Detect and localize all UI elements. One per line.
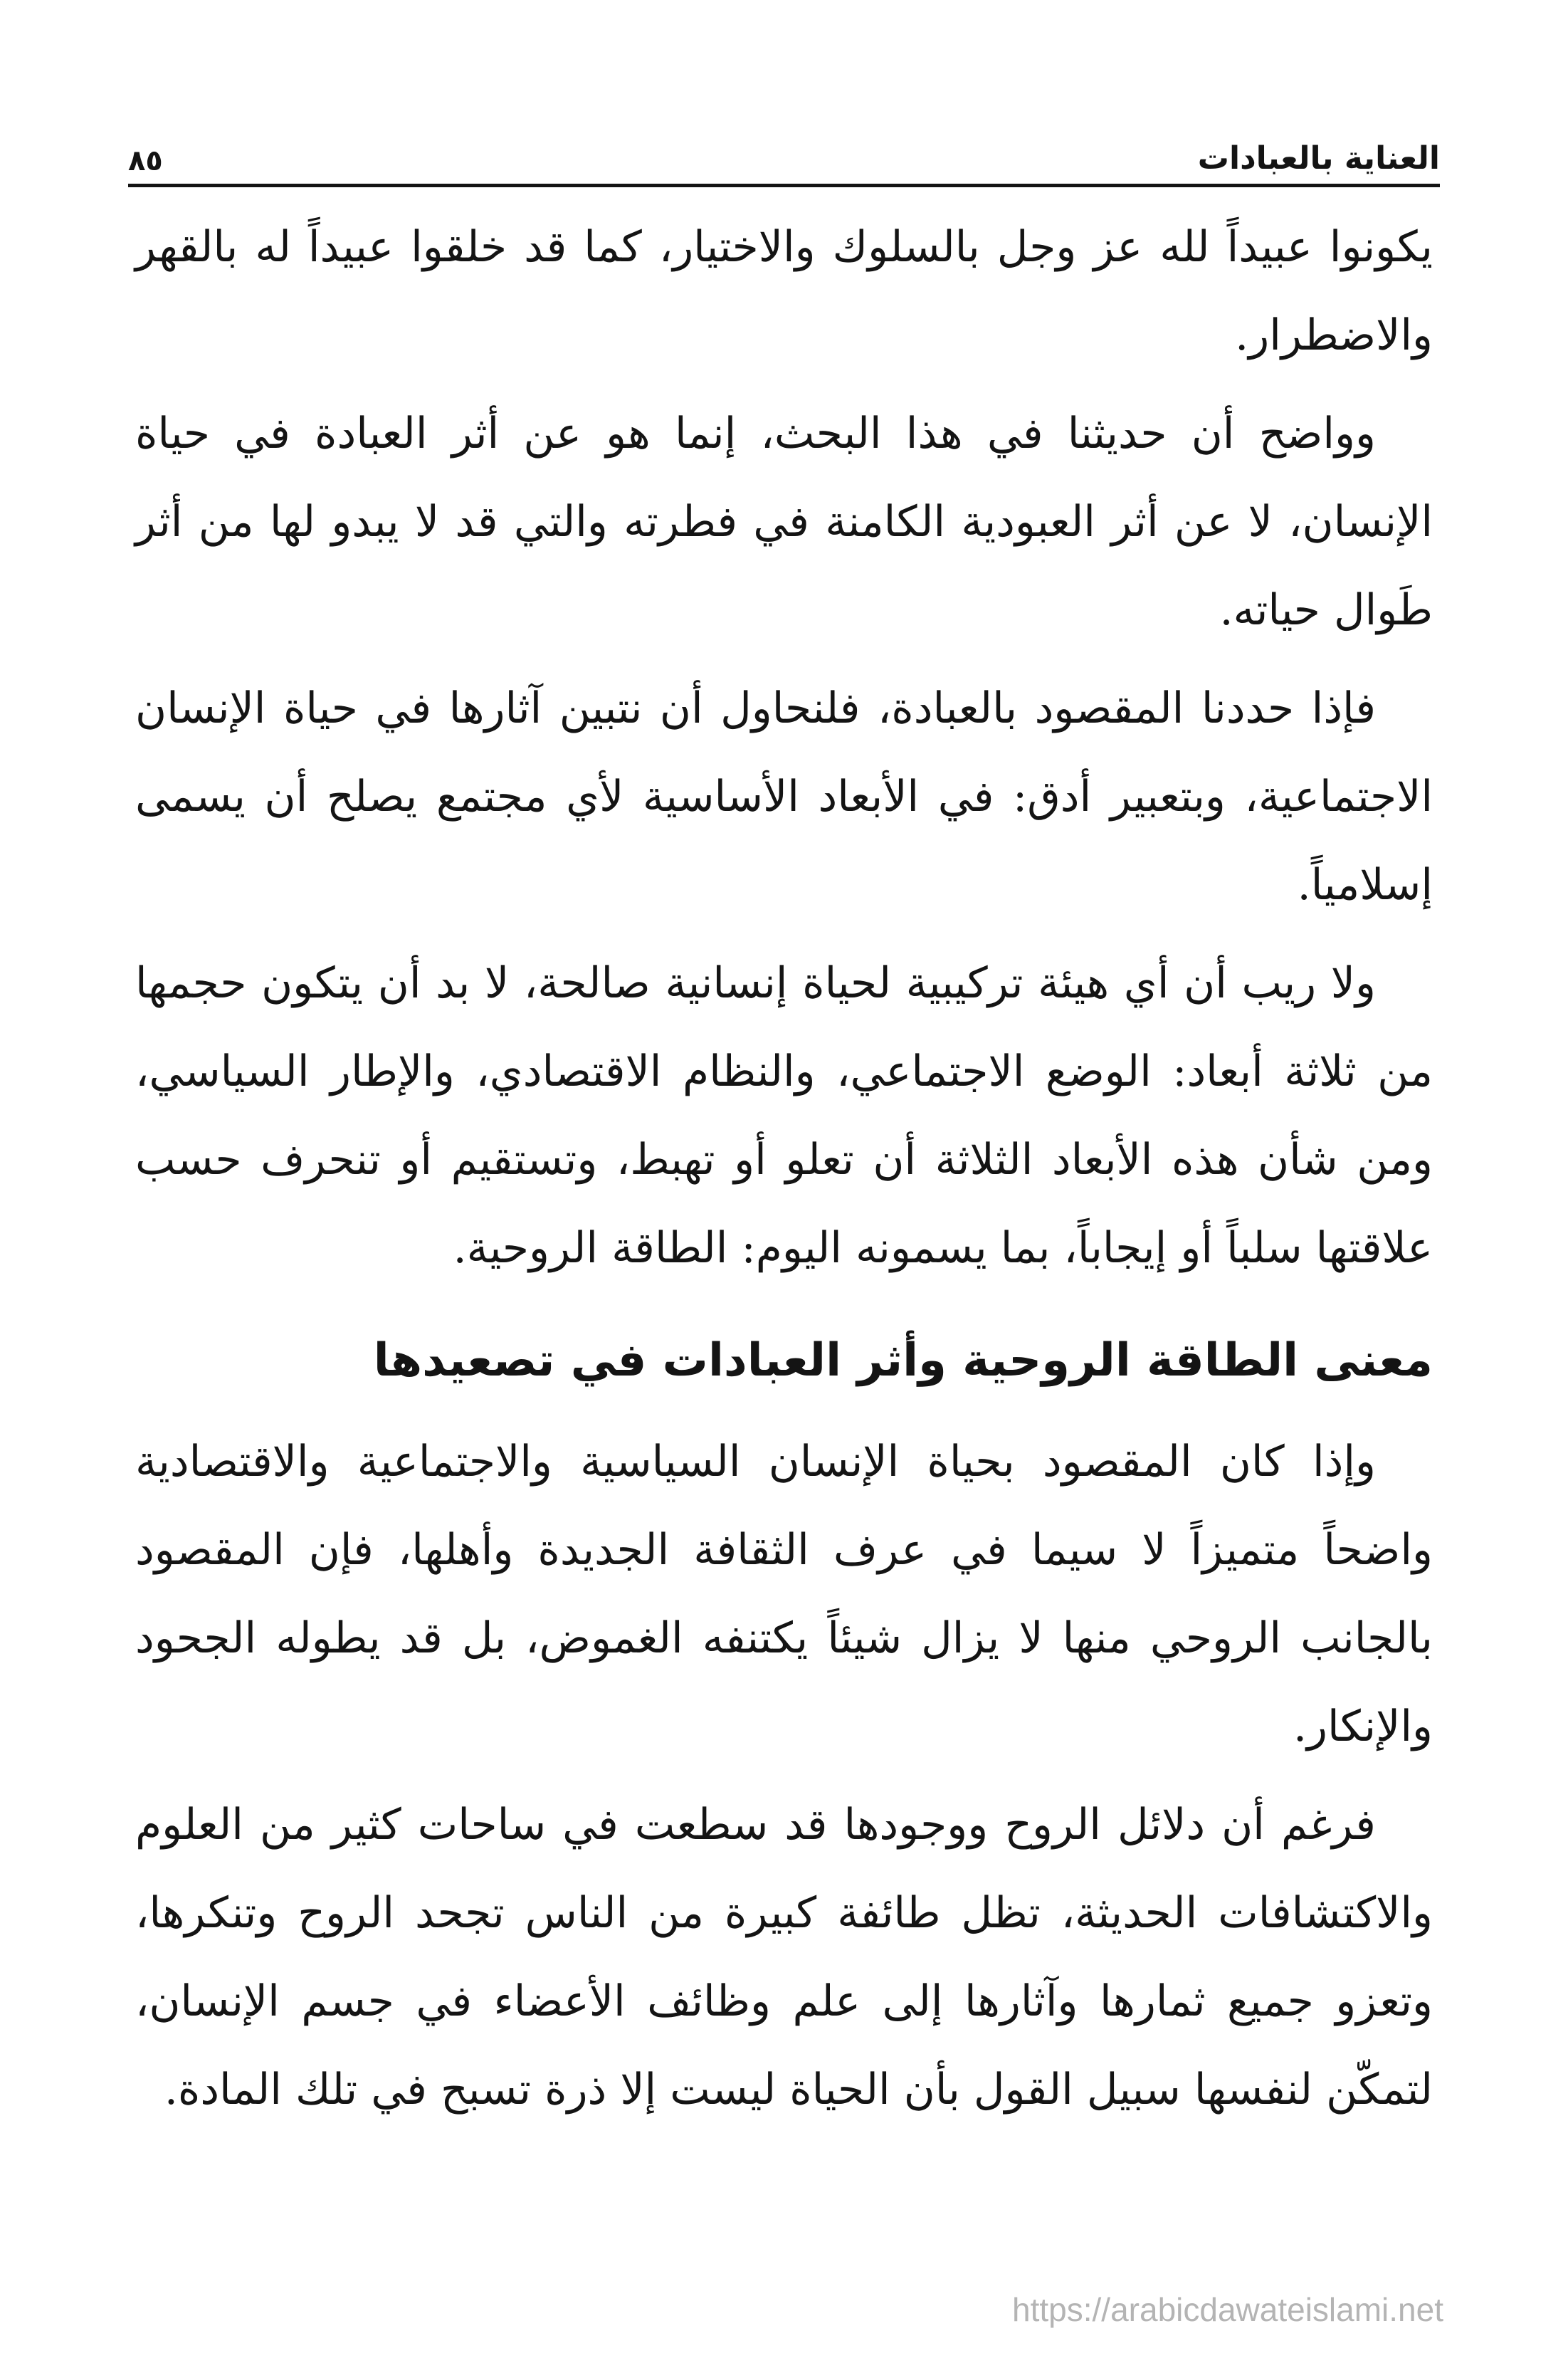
header-rule (128, 184, 1440, 187)
paragraph-4: ولا ريب أن أي هيئة تركيبية لحياة إنسانية صالحة، لا بد أن يتكون حجمها من ثلاثة أبعاد: الوضع الاجتماعي، والنظام الاقتصادي، والإطار السياسي، ومن شأن هذه الأبعاد الثلاثة أن تعلو أو تهبط، وتستقيم أو تنحرف حسب علاقتها سلباً أو إيجاباً، بما يسمونه اليوم: الطاقة الروحية. (135, 958, 1433, 1273)
page-number: ٨٥ (128, 145, 163, 177)
paragraph-5: وإذا كان المقصود بحياة الإنسان السياسية والاجتماعية والاقتصادية واضحاً متميزاً لا سيما في عرف الثقافة الجديدة وأهلها، فإن المقصود بالجانب الروحي منها لا يزال شيئاً يكتنفه الغموض، بل قد يطوله الجحود والإنكار. (135, 1437, 1433, 1751)
section-heading: معنى الطاقة الروحية وأثر العبادات في تصعيدها (373, 1334, 1433, 1387)
paragraph-2: وواضح أن حديثنا في هذا البحث، إنما هو عن أثر العبادة في حياة الإنسان، لا عن أثر العبودية الكامنة في فطرته والتي قد لا يبدو لها من أثر طَوال حياته. (135, 409, 1433, 635)
running-header (128, 107, 1440, 178)
paragraph-1: يكونوا عبيداً لله عز وجل بالسلوك والاختيار، كما قد خلقوا عبيداً له بالقهر والاضطرار. (135, 222, 1433, 360)
body-text (135, 203, 1433, 2144)
paragraph-6: فرغم أن دلائل الروح ووجودها قد سطعت في ساحات كثير من العلوم والاكتشافات الحديثة، تظل طائفة كبيرة من الناس تجحد الروح وتنكرها، وتعزو جميع ثمارها وآثارها إلى علم وظائف الأعضاء في جسم الإنسان، لتمكّن لنفسها سبيل القول بأن الحياة ليست إلا ذرة تسبح في تلك المادة. (135, 1800, 1433, 2115)
watermark-url: https://arabicdawateislami.net (1012, 2291, 1443, 2328)
running-title: العناية بالعبادات (1197, 140, 1440, 177)
paragraph-3: فإذا حددنا المقصود بالعبادة، فلنحاول أن نتبين آثارها في حياة الإنسان الاجتماعية، وبتعبير أدق: في الأبعاد الأساسية لأي مجتمع يصلح أن يسمى إسلامياً. (135, 683, 1433, 910)
